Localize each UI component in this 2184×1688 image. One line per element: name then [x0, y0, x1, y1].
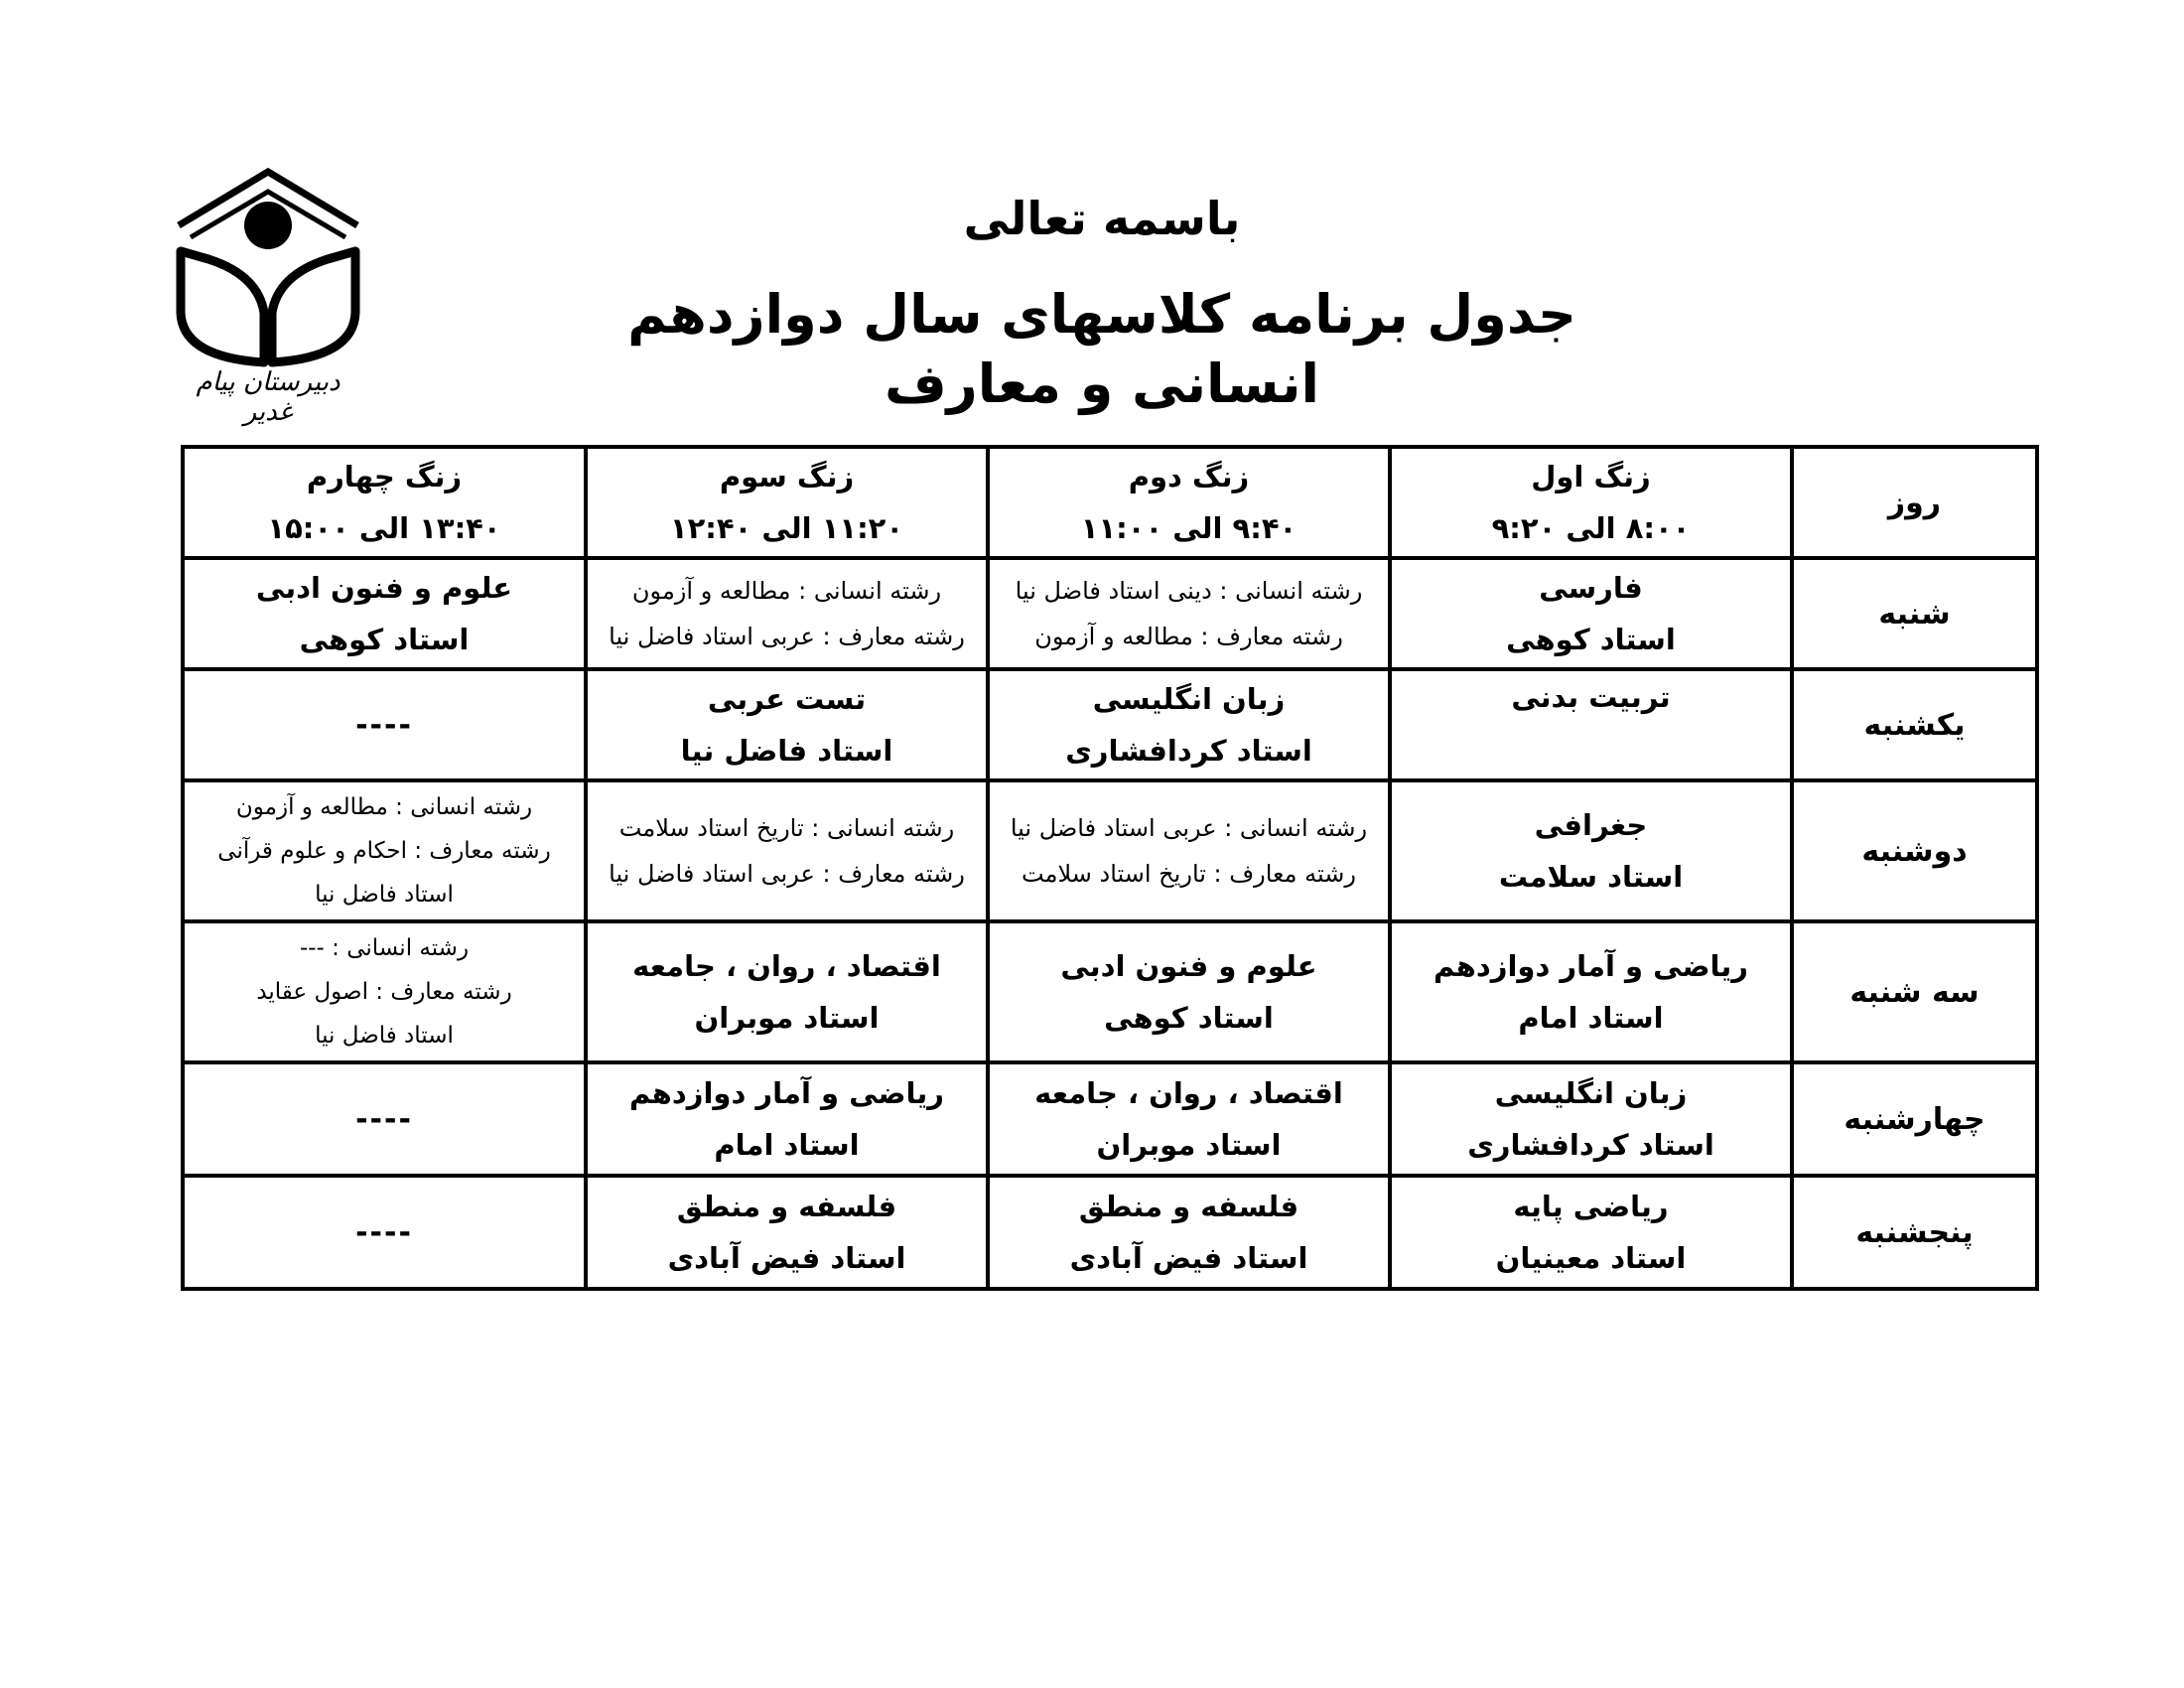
teacher-line: استاد فاضل نیا: [680, 734, 893, 768]
day-cell: پنجشنبه: [1792, 1176, 2037, 1289]
header-period-cell: [586, 447, 988, 558]
track-line: رشته انسانی : دینی استاد فاضل نیا: [1015, 577, 1363, 605]
class-cell: [1390, 669, 1792, 780]
course-line: جغرافی: [1534, 808, 1648, 842]
course-line: ریاضی پایه: [1513, 1190, 1669, 1223]
teacher-line: استاد فیض آبادی: [667, 1241, 906, 1275]
class-cell: [988, 780, 1390, 921]
teacher-line: استاد کردافشاری: [1065, 734, 1312, 768]
bismillah-heading: باسمه تعالی: [963, 192, 1241, 245]
class-cell: [586, 1176, 988, 1289]
table-row: [183, 558, 2037, 669]
schedule-table: [181, 445, 2039, 1291]
class-cell: [183, 921, 586, 1062]
table-row: [183, 1176, 2037, 1289]
period-name: زنگ سوم: [719, 460, 855, 493]
track-line: رشته معارف : مطالعه و آزمون: [1034, 623, 1343, 650]
class-cell: [988, 1176, 1390, 1289]
course-line: علوم و فنون ادبی: [1060, 949, 1317, 983]
teacher-line: استاد معینیان: [1495, 1241, 1687, 1275]
header-period-cell: [1390, 447, 1792, 558]
teacher-line: استاد فاضل نیا: [315, 1023, 454, 1049]
track-line: رشته انسانی : مطالعه و آزمون: [235, 794, 533, 820]
class-cell: [1390, 1176, 1792, 1289]
teacher-line: استاد امام: [1518, 1001, 1664, 1035]
track-line: رشته انسانی : ---: [299, 935, 470, 961]
class-cell: [1390, 921, 1792, 1062]
table-row: [183, 921, 2037, 1062]
day-cell: شنبه: [1792, 558, 2037, 669]
course-line: ریاضی و آمار دوازدهم: [1433, 949, 1748, 983]
track-line: رشته انسانی : عربی استاد فاضل نیا: [1010, 814, 1368, 842]
class-cell: [1390, 1062, 1792, 1176]
period-name: زنگ دوم: [1128, 460, 1250, 493]
course-line: اقتصاد ، روان ، جامعه: [632, 949, 941, 983]
empty-slot: ----: [355, 1101, 413, 1137]
period-time: ۱۱:۲۰ الی ۱۲:۴۰: [669, 511, 904, 545]
teacher-line: استاد موبران: [694, 1001, 880, 1035]
header-period-cell: [183, 447, 586, 558]
track-line: رشته معارف : عربی استاد فاضل نیا: [609, 623, 965, 650]
course-line: زبان انگلیسی: [1494, 1076, 1688, 1110]
table-row: [183, 1062, 2037, 1176]
teacher-line: استاد فیض آبادی: [1069, 1241, 1308, 1275]
class-cell: [1390, 558, 1792, 669]
class-cell: [988, 558, 1390, 669]
track-line: رشته انسانی : مطالعه و آزمون: [631, 577, 942, 605]
course-line: تست عربی: [707, 682, 867, 716]
class-cell: [183, 558, 586, 669]
course-line: زبان انگلیسی: [1092, 682, 1286, 716]
class-cell: [586, 921, 988, 1062]
class-cell: [183, 1062, 586, 1176]
class-cell: [988, 921, 1390, 1062]
track-line: رشته معارف : عربی استاد فاضل نیا: [609, 860, 965, 888]
school-name: دبیرستان پیام غدیر: [196, 367, 341, 427]
table-row: [183, 780, 2037, 921]
header-period-cell: [988, 447, 1390, 558]
course-line: فارسی: [1539, 571, 1643, 605]
day-cell: دوشنبه: [1792, 780, 2037, 921]
class-cell: [988, 669, 1390, 780]
class-cell: [988, 1062, 1390, 1176]
day-cell: سه شنبه: [1792, 921, 2037, 1062]
teacher-line: استاد امام: [714, 1128, 860, 1162]
day-cell: چهارشنبه: [1792, 1062, 2037, 1176]
track-line: رشته معارف : احکام و علوم قرآنی: [217, 838, 551, 864]
teacher-line: استاد موبران: [1096, 1128, 1282, 1162]
header-day-cell: روز: [1792, 447, 2037, 558]
school-logo: [169, 164, 367, 427]
course-line: تربیت بدنی: [1511, 680, 1671, 714]
teacher-line: استاد کوهی: [1506, 623, 1676, 656]
teacher-line: استاد کردافشاری: [1467, 1128, 1714, 1162]
track-line: رشته معارف : اصول عقاید: [256, 979, 512, 1005]
empty-slot: ----: [355, 707, 413, 743]
teacher-line: استاد کوهی: [299, 623, 470, 656]
document-header: [556, 189, 1648, 419]
teacher-line: استاد سلامت: [1498, 860, 1684, 894]
header-row: [183, 447, 2037, 558]
period-time: ۱۳:۴۰ الی ۱۵:۰۰: [267, 511, 501, 545]
course-line: فلسفه و منطق: [1078, 1190, 1299, 1223]
class-cell: [586, 780, 988, 921]
period-time: ۹:۴۰ الی ۱۱:۰۰: [1080, 511, 1297, 545]
period-name: زنگ اول: [1531, 460, 1651, 493]
class-cell: [183, 780, 586, 921]
course-line: ریاضی و آمار دوازدهم: [629, 1076, 944, 1110]
school-emblem-icon: [169, 164, 367, 367]
course-line: اقتصاد ، روان ، جامعه: [1034, 1076, 1343, 1110]
period-name: زنگ چهارم: [306, 460, 463, 493]
course-line: علوم و فنون ادبی: [255, 571, 513, 605]
table-row: [183, 669, 2037, 780]
class-cell: [1390, 780, 1792, 921]
class-cell: [586, 558, 988, 669]
teacher-line: استاد فاضل نیا: [315, 882, 454, 908]
course-line: فلسفه و منطق: [676, 1190, 897, 1223]
class-cell: [586, 1062, 988, 1176]
class-cell: [183, 1176, 586, 1289]
page-title: جدول برنامه کلاسهای سال دوازدهم انسانی و معارف: [627, 283, 1576, 415]
empty-slot: ----: [355, 1214, 413, 1250]
class-cell: [183, 669, 586, 780]
period-time: ۸:۰۰ الی ۹:۲۰: [1491, 511, 1691, 545]
track-line: رشته انسانی : تاریخ استاد سلامت: [618, 814, 955, 842]
track-line: رشته معارف : تاریخ استاد سلامت: [1022, 860, 1356, 888]
teacher-line: استاد کوهی: [1104, 1001, 1274, 1035]
class-cell: [586, 669, 988, 780]
day-cell: یکشنبه: [1792, 669, 2037, 780]
